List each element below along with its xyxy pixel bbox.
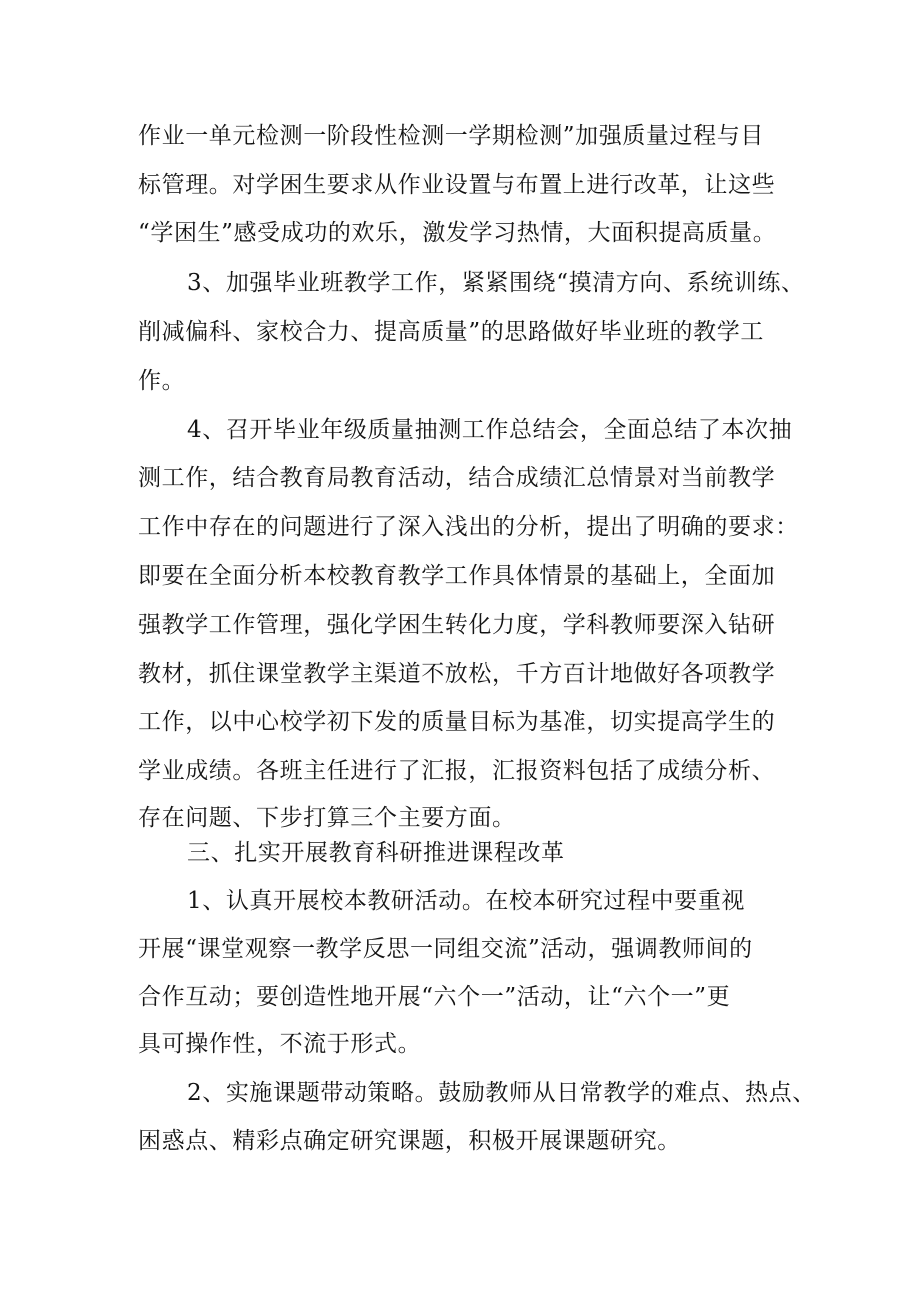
text-line: 测工作，结合教育局教育活动，结合成绩汇总情景对当前教学 [138, 465, 776, 491]
text-line: “学困生”感受成功的欢乐，激发学习热情，大面积提高质量。 [138, 220, 777, 246]
text-line: 4、召开毕业年级质量抽测工作总结会，全面总结了本次抽 [187, 417, 793, 443]
section-heading: 三、扎实开展教育科研推进课程改革 [187, 840, 565, 866]
text-line: 教材，抓住课堂教学主渠道不放松，千方百计地做好各项教学 [138, 661, 776, 687]
text-line: 2、实施课题带动策略。鼓励教师从日常教学的难点、热点、 [187, 1080, 816, 1106]
text-line: 具可操作性，不流于形式。 [138, 1031, 422, 1057]
text-line: 合作互动；要创造性地开展“六个一”活动，让“六个一”更 [138, 984, 731, 1010]
text-line: 强教学工作管理，强化学困生转化力度，学科教师要深入钻研 [138, 612, 776, 638]
text-line: 即要在全面分析本校教育教学工作具体情景的基础上，全面加 [138, 563, 776, 589]
text-line: 1、认真开展校本教研活动。在校本研究过程中要重视 [187, 888, 746, 914]
text-line: 作业一单元检测一阶段性检测一学期检测”加强质量过程与目 [138, 123, 764, 149]
text-line: 学业成绩。各班主任进行了汇报，汇报资料包括了成绩分析、 [138, 758, 776, 784]
text-line: 困惑点、精彩点确定研究课题，积极开展课题研究。 [138, 1128, 681, 1154]
text-line: 标管理。对学困生要求从作业设置与布置上进行改革，让这些 [138, 172, 776, 198]
text-line: 工作，以中心校学初下发的质量目标为基准，切实提高学生的 [138, 709, 776, 735]
text-line: 3、加强毕业班教学工作，紧紧围绕“摸清方向、系统训练、 [187, 270, 805, 296]
text-line: 削减偏科、家校合力、提高质量”的思路做好毕业班的教学工 [138, 319, 764, 345]
text-line: 作。 [138, 368, 186, 394]
text-line: 存在问题、下步打算三个主要方面。 [138, 805, 516, 831]
text-line: 开展“课堂观察一教学反思一同组交流”活动，强调教师间的 [138, 936, 753, 962]
text-line: 工作中存在的问题进行了深入浅出的分析，提出了明确的要求： [138, 514, 799, 540]
